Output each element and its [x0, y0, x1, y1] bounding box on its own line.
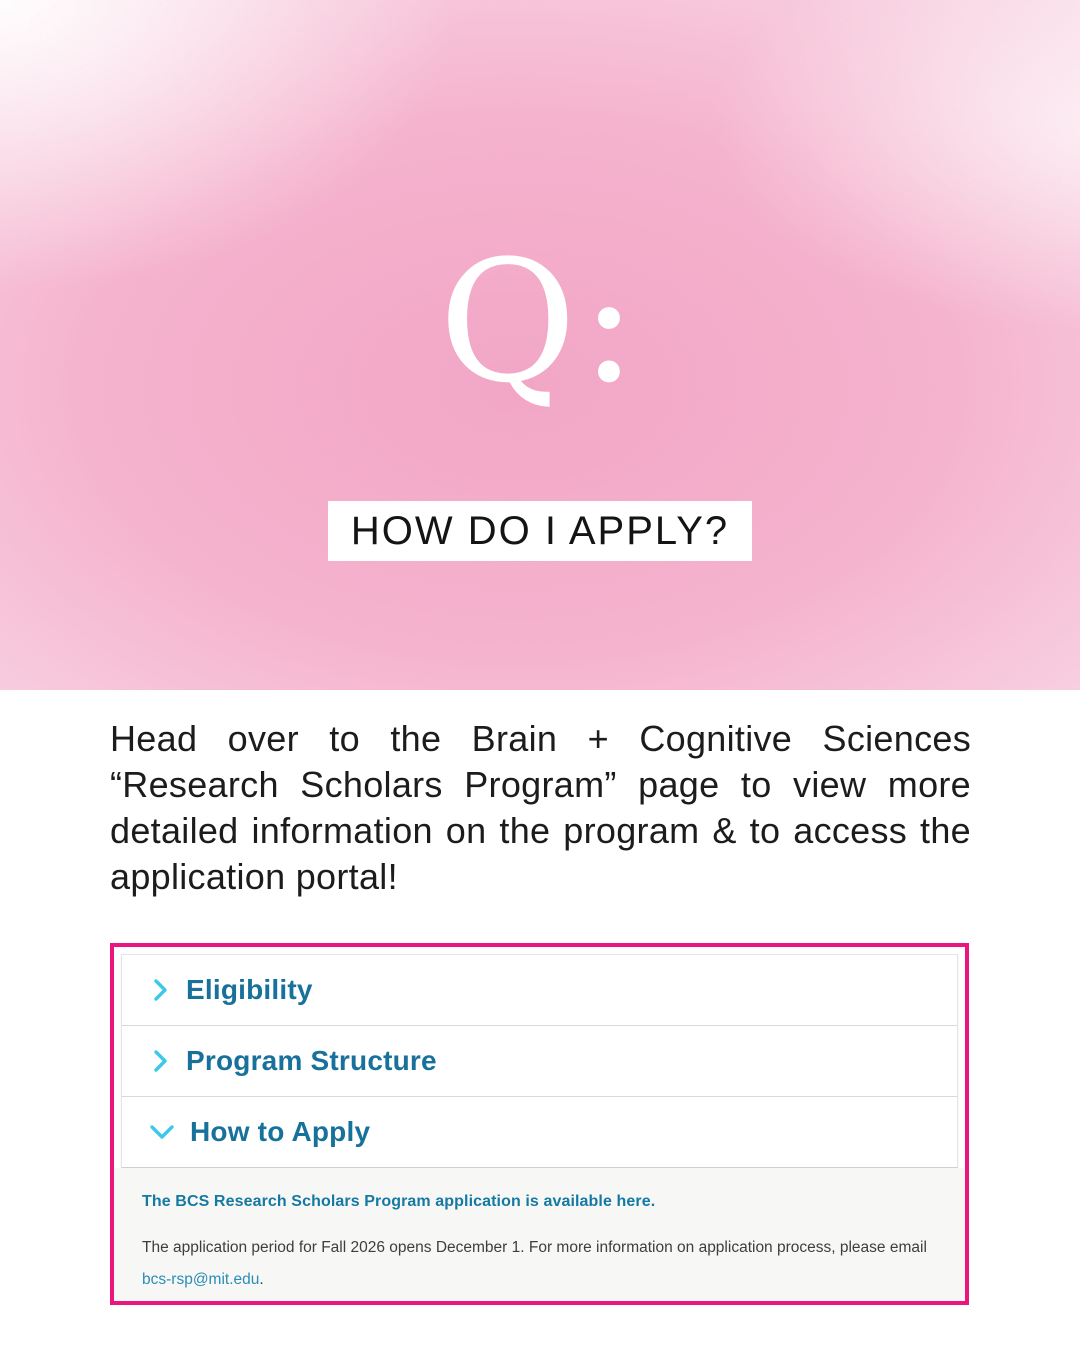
- accordion-item-label: Eligibility: [186, 974, 313, 1005]
- panel-body: [142, 1232, 935, 1296]
- accordion: [121, 954, 958, 1168]
- accordion-item-program-structure[interactable]: [122, 1025, 957, 1096]
- chevron-right-icon: [148, 1048, 172, 1074]
- website-screenshot-frame: [110, 943, 969, 1305]
- email-link[interactable]: bcs-rsp@mit.edu: [142, 1271, 260, 1288]
- q-mark: Q:: [438, 224, 642, 420]
- accordion-item-how-to-apply[interactable]: [122, 1096, 957, 1167]
- question-banner-label: HOW DO I APPLY?: [350, 508, 730, 553]
- accordion-item-label: Program Structure: [186, 1045, 437, 1076]
- accordion-item-label: How to Apply: [190, 1116, 371, 1147]
- accordion-item-eligibility[interactable]: [122, 955, 957, 1025]
- intro-paragraph: Head over to the Brain + Cognitive Sciences “Research Scholars Program” page to view more detailed information on the program & to access the application portal!: [110, 718, 971, 897]
- question-banner: [328, 501, 752, 561]
- chevron-right-icon: [148, 977, 172, 1003]
- panel-body-suffix: .: [259, 1271, 264, 1288]
- chevron-down-icon: [148, 1120, 176, 1144]
- how-to-apply-panel: [114, 1168, 965, 1301]
- panel-heading: The BCS Research Scholars Program application is available here.: [142, 1193, 656, 1210]
- panel-body-text: The application period for Fall 2026 opens December 1. For more information on application process, please email: [142, 1239, 927, 1256]
